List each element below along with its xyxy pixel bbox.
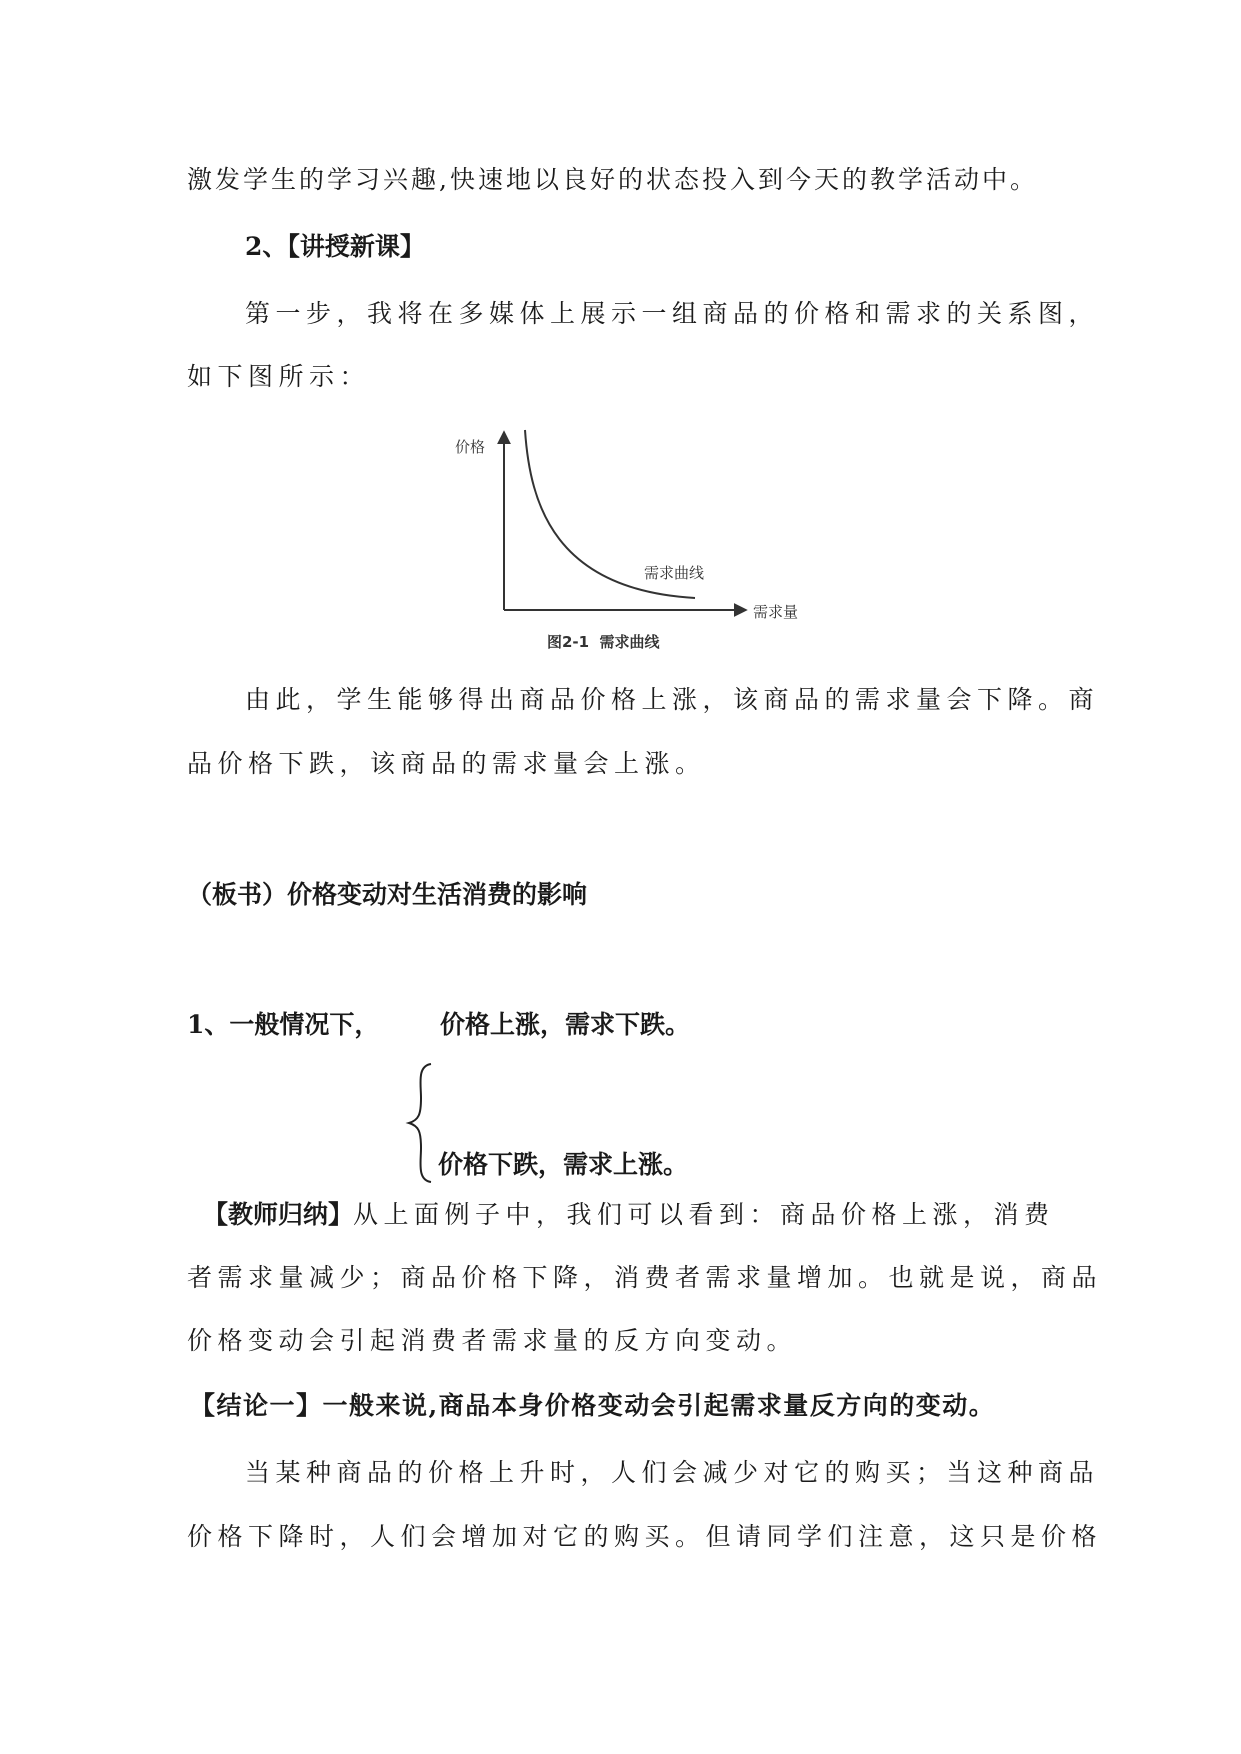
result-line1: 由此，学生能够得出商品价格上涨，该商品的需求量会下降。商 xyxy=(245,685,1100,714)
step1-line2: 如下图所示： xyxy=(187,362,371,391)
summary-line2: 者需求量减少；商品价格下降，消费者需求量增加。也就是说，商品 xyxy=(187,1263,1103,1292)
summary-text: 从上面例子中，我们可以看到：商品价格上涨，消费 xyxy=(353,1200,1055,1229)
intro-paragraph-end: 激发学生的学习兴趣,快速地以良好的状态投入到今天的教学活动中。 xyxy=(187,165,1038,194)
y-axis-label: 价格 xyxy=(455,438,486,456)
result-line2: 品价格下跌，该商品的需求量会上涨。 xyxy=(187,749,706,778)
curly-brace-icon xyxy=(405,1062,441,1184)
board-point-prefix: 1、一般情况下， xyxy=(187,1010,380,1039)
demand-curve-chart xyxy=(455,425,830,665)
summary-paragraph-line1 xyxy=(203,1200,1055,1230)
closing-line1: 当某种商品的价格上升时，人们会减少对它的购买；当这种商品 xyxy=(245,1458,1100,1487)
board-title: （板书）价格变动对生活消费的影响 xyxy=(187,880,588,909)
board-point-price-down: 价格下跌，需求上涨。 xyxy=(438,1150,689,1179)
conclusion-one: 【结论一】一般来说,商品本身价格变动会引起需求量反方向的变动。 xyxy=(190,1391,996,1420)
board-point-price-up: 价格上涨，需求下跌。 xyxy=(440,1010,691,1039)
figure-caption: 图2-1 需求曲线 xyxy=(547,633,660,651)
demand-curve-figure xyxy=(455,425,830,665)
summary-label: 【教师归纳】 xyxy=(203,1200,354,1229)
curve-label: 需求曲线 xyxy=(644,564,705,582)
section-heading: 2、【讲授新课】 xyxy=(245,232,425,261)
step1-line1: 第一步，我将在多媒体上展示一组商品的价格和需求的关系图， xyxy=(245,299,1100,328)
closing-line2: 价格下降时，人们会增加对它的购买。但请同学们注意，这只是价格 xyxy=(187,1522,1103,1551)
x-axis-label: 需求量 xyxy=(753,603,799,621)
summary-line3: 价格变动会引起消费者需求量的反方向变动。 xyxy=(187,1326,798,1355)
